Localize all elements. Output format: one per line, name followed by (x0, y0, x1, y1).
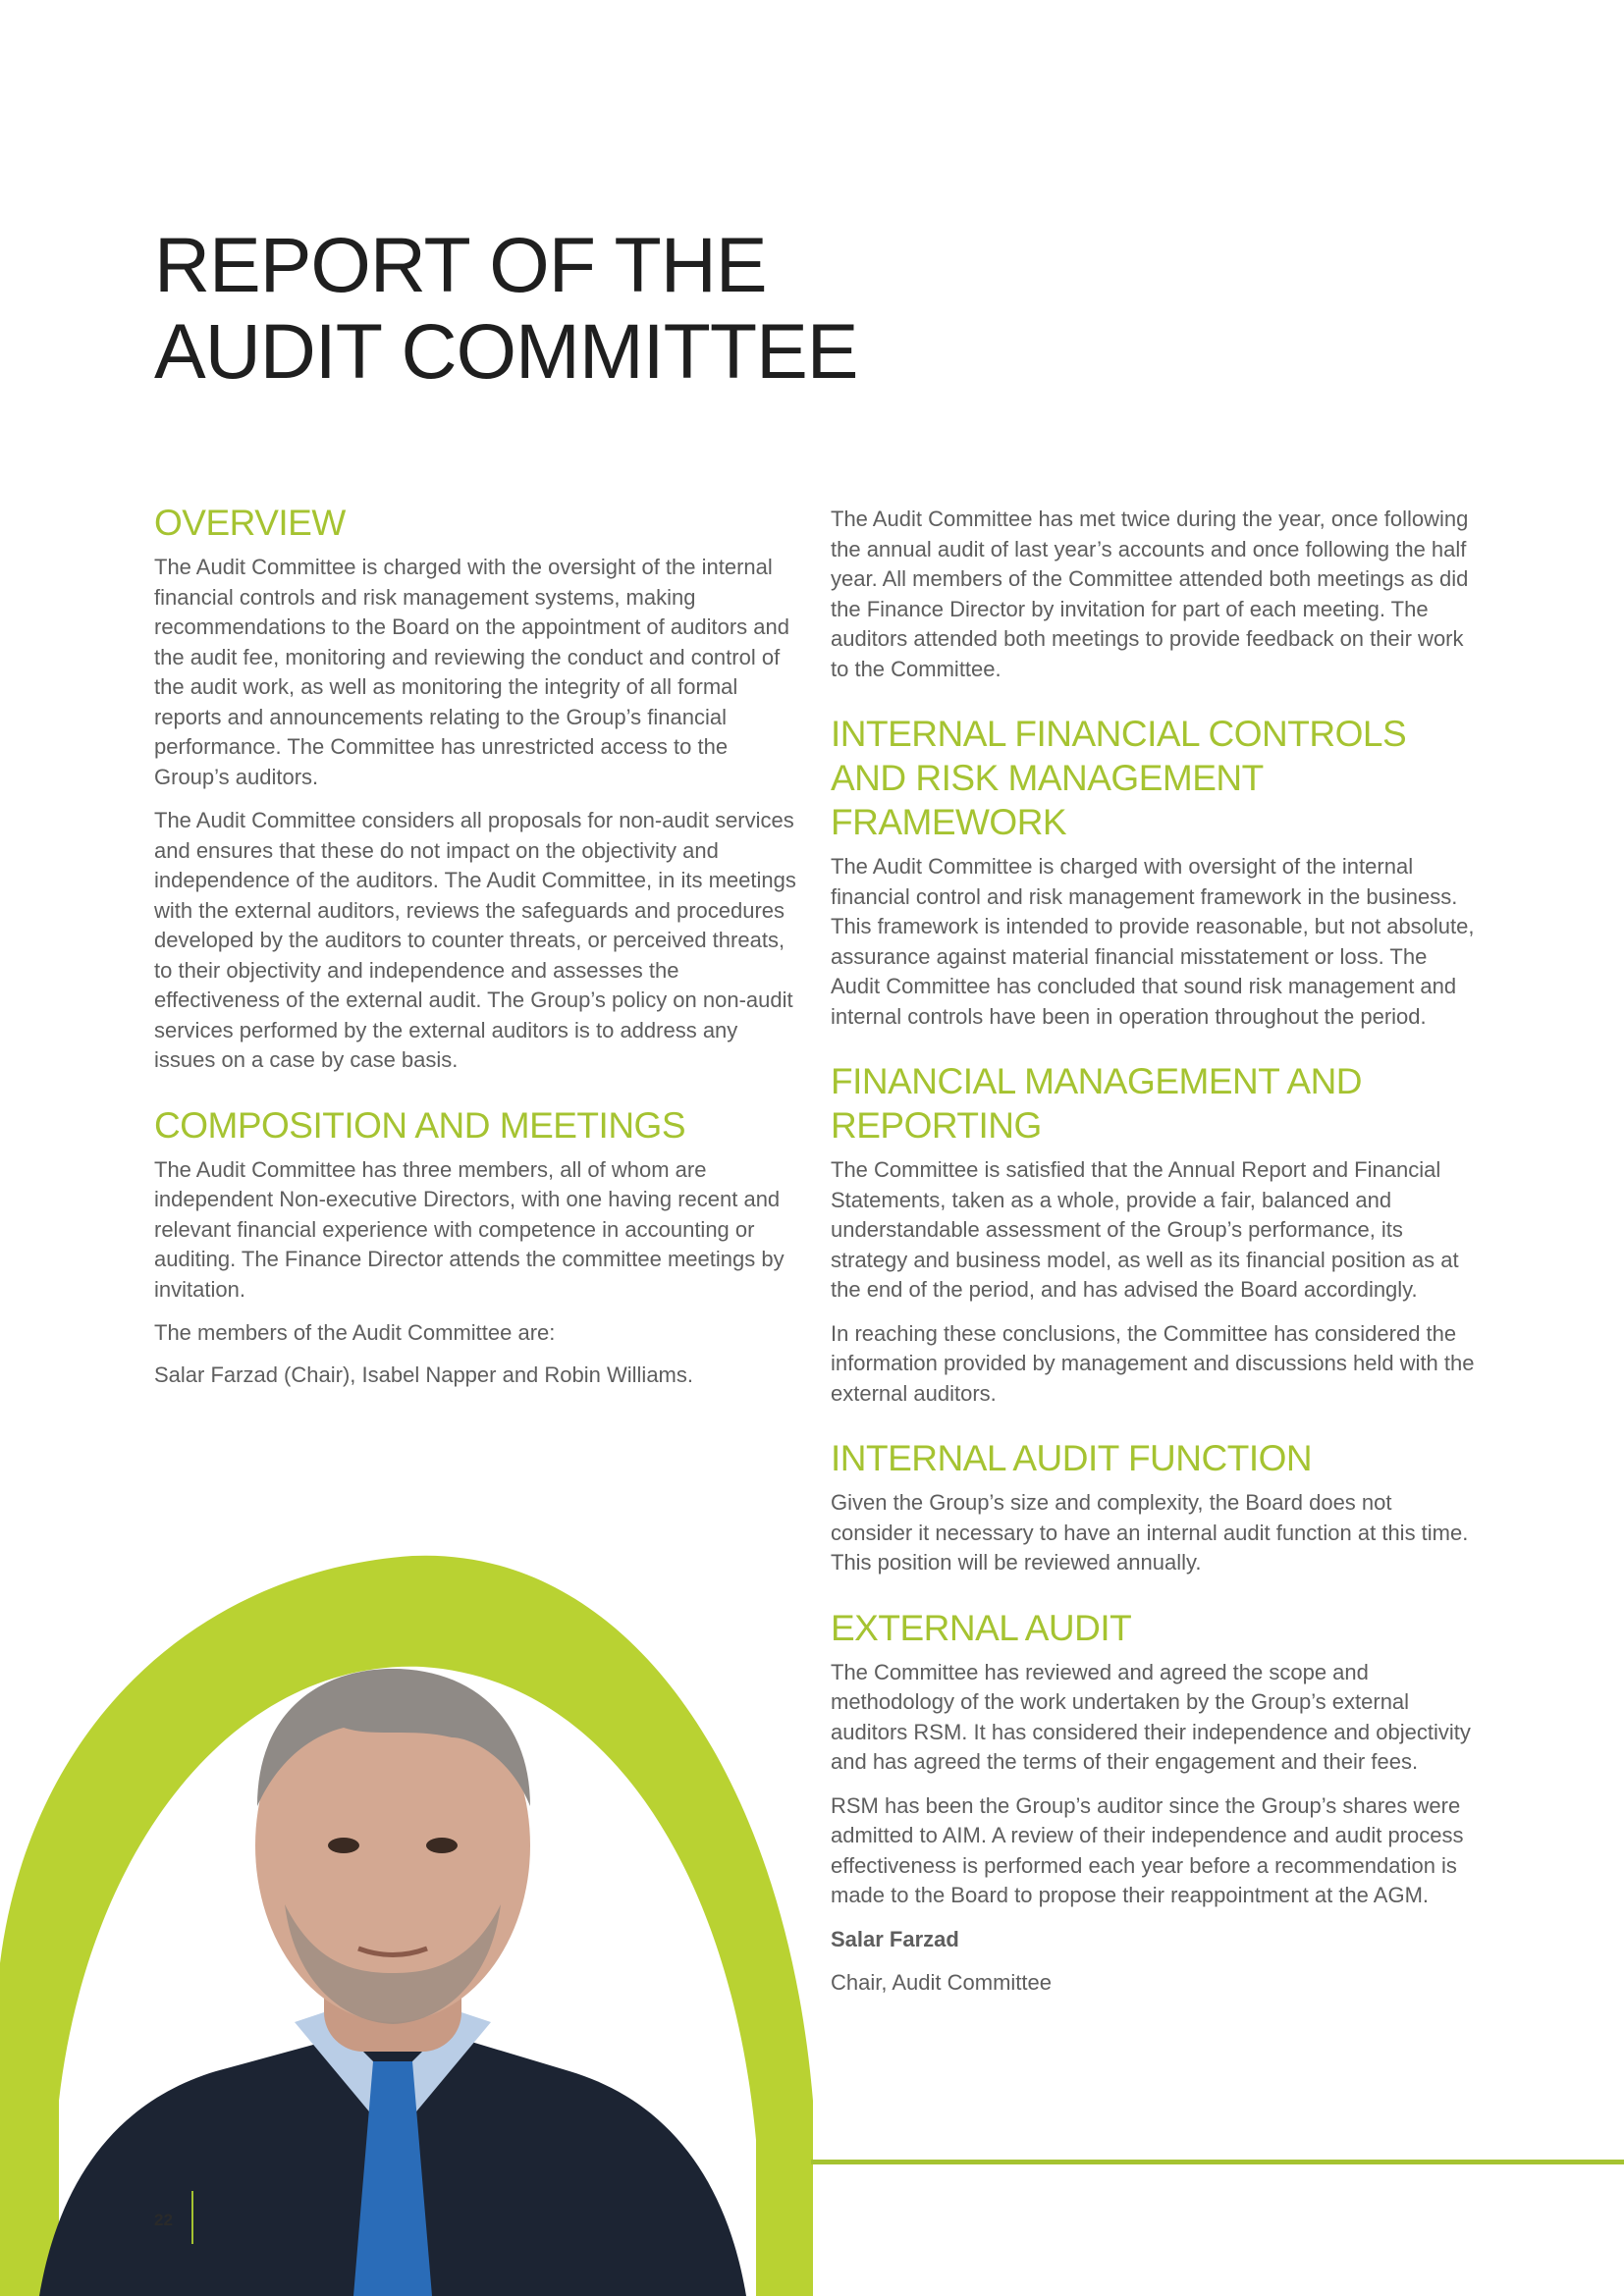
right-column (831, 505, 1479, 2012)
reporting-paragraph-2: In reaching these conclusions, the Committee has considered the information provided by management and discussions held with the external auditors. (831, 1320, 1475, 1406)
composition-paragraph-1: The Audit Committee has three members, all of whom are independent Non-executive Directors, with one having recent and relevant financial experience with competence in accounting or auditing. The Finance Director attends the committee meetings by invitation. (154, 1156, 785, 1302)
section-financial-reporting (831, 1059, 1479, 1409)
heading-internal-controls: INTERNAL FINANCIAL CONTROLS AND RISK MANAGEMENT FRAMEWORK (831, 714, 1407, 842)
right-eye (426, 1838, 458, 1853)
internal-audit-paragraph-1: Given the Group’s size and complexity, the Board does not consider it necessary to have an internal audit function at this time. This position will be reviewed annually. (831, 1490, 1469, 1575)
section-overview (154, 501, 797, 1076)
composition-paragraph-2: The members of the Audit Committee are: (154, 1320, 556, 1345)
page-number-divider (191, 2191, 193, 2244)
reporting-paragraph-1: The Committee is satisfied that the Annual Report and Financial Statements, taken as a whole, provide a fair, balanced and understandable assessment of the Group’s performance, its strategy and business model, as well as its financial position as at the end of the period, and has advised the Board accordingly. (831, 1157, 1459, 1302)
left-column (154, 501, 797, 1417)
controls-paragraph-1: The Audit Committee is charged with oversight of the internal financial control and risk management framework in the business. This framework is intended to provide reasonable, but not absolute, assurance against material financial misstatement or loss. The Audit Committee has concluded that sound risk management and internal controls have been in operation throughout the period. (831, 854, 1475, 1029)
heading-financial-reporting: FINANCIAL MANAGEMENT AND REPORTING (831, 1061, 1363, 1146)
heading-overview: OVERVIEW (154, 503, 346, 543)
section-meetings-intro (831, 505, 1479, 684)
left-eye (328, 1838, 359, 1853)
section-internal-controls (831, 712, 1479, 1032)
heading-external-audit: EXTERNAL AUDIT (831, 1607, 1132, 1648)
section-composition (154, 1103, 797, 1391)
section-internal-audit (831, 1436, 1479, 1578)
overview-paragraph-1: The Audit Committee is charged with the oversight of the internal financial controls and risk management systems, making recommendations to the Board on the appointment of auditors and the audit fee, monitoring and reviewing the conduct and control of the audit work, as well as monitoring the integrity of all formal reports and announcements relating to the Group’s financial performance. The Committee has unrestricted access to the Group’s auditors. (154, 555, 789, 789)
external-audit-paragraph-1: The Committee has reviewed and agreed the scope and methodology of the work undertaken by the Group’s external auditors RSM. It has considered their independence and objectivity and has agreed the terms of their engagement and their fees. (831, 1659, 1471, 1774)
meetings-paragraph: The Audit Committee has met twice during the year, once following the annual audit of last year’s accounts and once following the half year. All members of the Committee attended both meetings as did the Finance Director by invitation for part of each meeting. The auditors attended both meetings to provide feedback on their work to the Committee. (831, 507, 1469, 681)
signature-name: Salar Farzad (831, 1926, 959, 1951)
page-title (154, 222, 857, 395)
external-audit-paragraph-2: RSM has been the Group’s auditor since the Group’s shares were admitted to AIM. A review of their independence and audit process effectiveness is performed each year before a recommendation is made to the Board to propose their reappointment at the AGM. (831, 1792, 1464, 1907)
section-external-audit (831, 1606, 1479, 1999)
title-line-1: REPORT OF THE (154, 221, 767, 308)
heading-internal-audit: INTERNAL AUDIT FUNCTION (831, 1438, 1313, 1478)
portrait-photo (0, 1551, 815, 2296)
overview-paragraph-2: The Audit Committee considers all proposals for non-audit services and ensures that these do not impact on the objectivity and independence of the auditors. The Audit Committee, in its meetings with the external auditors, reviews the safeguards and procedures developed by the auditors to counter threats, or perceived threats, to their objectivity and independence and assesses the effectiveness of the external audit. The Group’s policy on non-audit services performed by the external auditors is to address any issues on a case by case basis. (154, 808, 796, 1072)
composition-members: Salar Farzad (Chair), Isabel Napper and Robin Williams. (154, 1362, 693, 1387)
page-number: 22 (154, 2211, 173, 2229)
heading-composition: COMPOSITION AND MEETINGS (154, 1104, 685, 1146)
footer-green-rule (811, 2160, 1624, 2164)
signature-role: Chair, Audit Committee (831, 1970, 1052, 1995)
title-line-2: AUDIT COMMITTEE (154, 307, 858, 395)
